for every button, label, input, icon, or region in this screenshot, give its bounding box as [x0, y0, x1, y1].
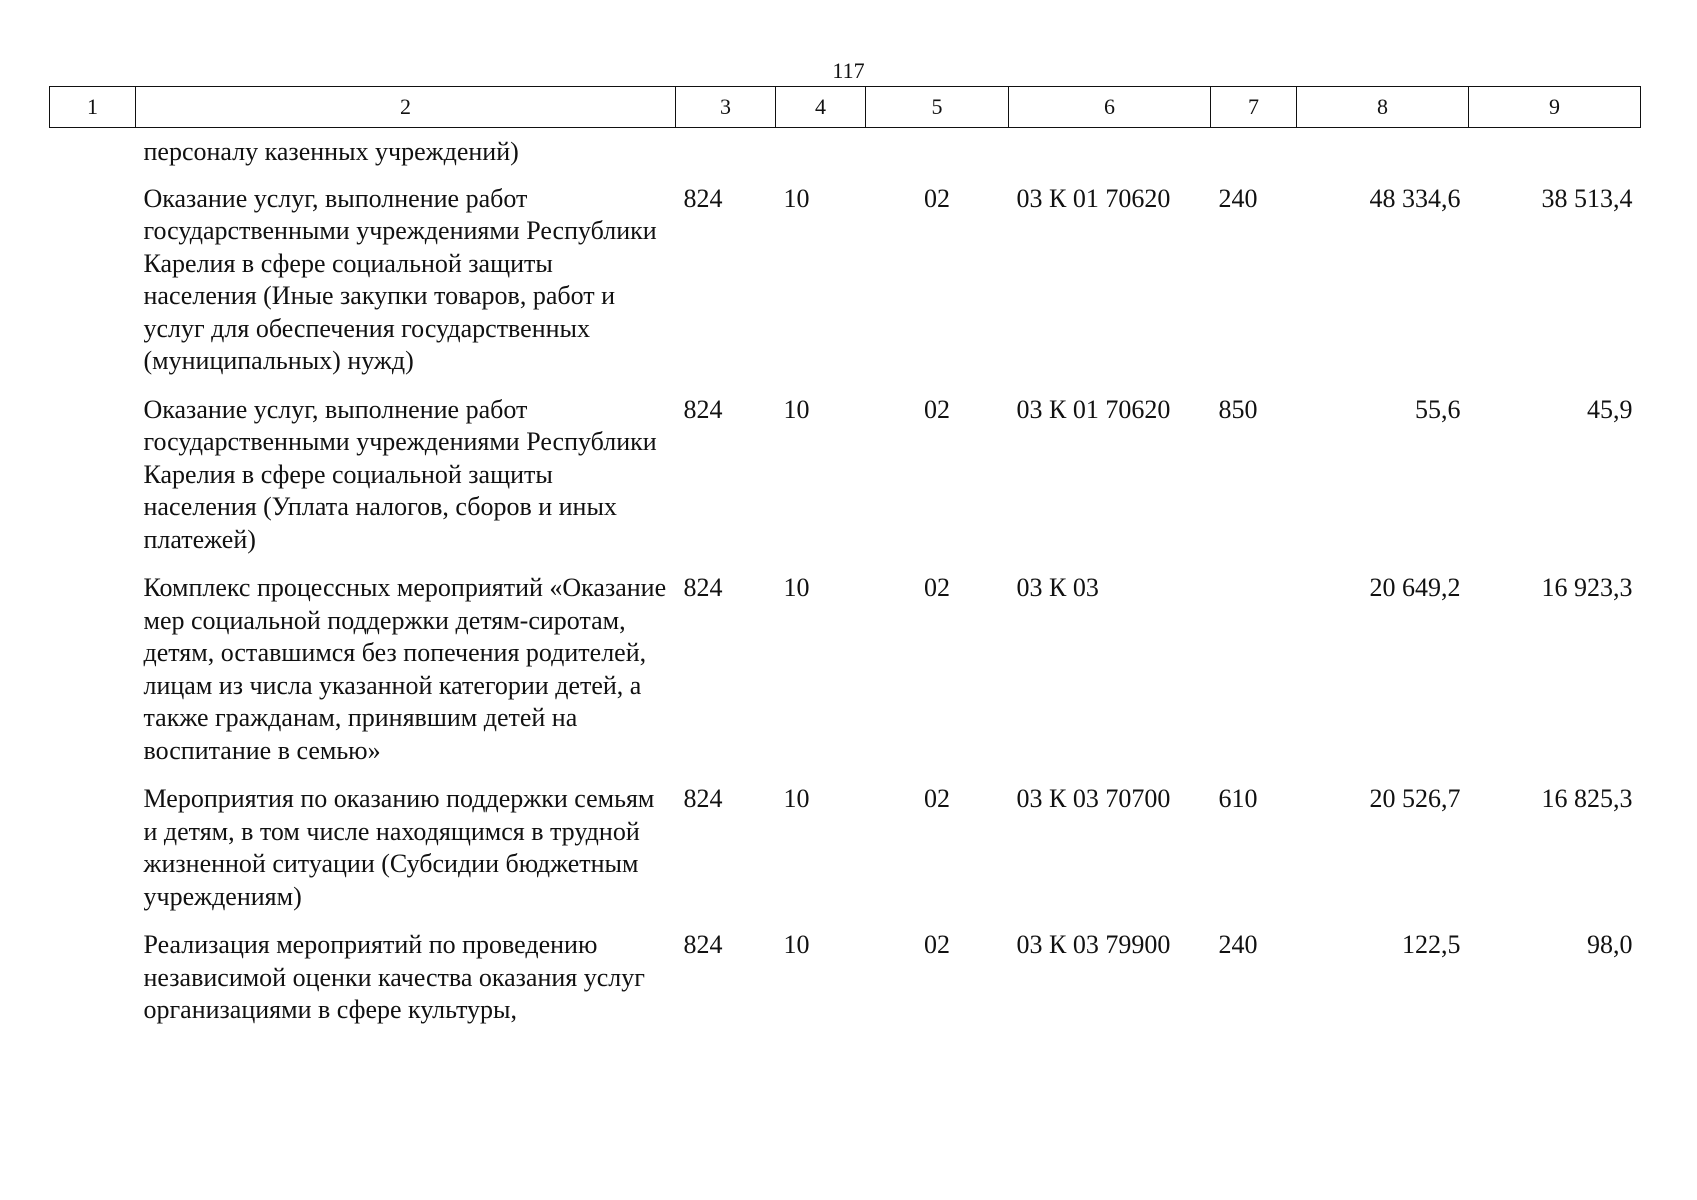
cell-subsection: 02 — [924, 784, 950, 813]
cell-target-article: 03 К 03 — [1016, 573, 1099, 602]
header-col-9: 9 — [1469, 87, 1641, 128]
cell-name: Оказание услуг, выполнение работ государственными учреждениями Республики Карелия в сфере социальной защиты населения (Уплата налогов, сборов и иных платежей) — [143, 394, 657, 554]
page-number: 117 — [832, 58, 865, 83]
table-row — [50, 394, 1641, 573]
cell-section: 10 — [783, 183, 810, 213]
header-col-2: 2 — [136, 87, 676, 128]
cell-expense-type: 240 — [1218, 183, 1258, 213]
cell-ministry-code: 824 — [683, 930, 723, 959]
header-row — [50, 87, 1641, 128]
cell-amount-col9: 16 825,3 — [1541, 784, 1633, 813]
header-col-5: 5 — [866, 87, 1009, 128]
cell-amount-col9 — [1469, 128, 1641, 183]
cell-index — [50, 128, 136, 183]
cell-target-article: 03 К 01 70620 — [1016, 394, 1171, 424]
cell-ministry-code: 824 — [683, 573, 723, 602]
table-row — [50, 929, 1641, 1043]
cell-amount-col9: 98,0 — [1587, 930, 1633, 959]
cell-subsection: 02 — [924, 573, 950, 602]
cell-ministry-code: 824 — [683, 394, 723, 424]
cell-expense-type: 850 — [1218, 394, 1258, 424]
cell-section: 10 — [783, 573, 810, 602]
header-col-1: 1 — [50, 87, 136, 128]
cell-amount-col8: 122,5 — [1402, 930, 1461, 959]
cell-section: 10 — [783, 930, 810, 959]
cell-index — [50, 183, 136, 394]
cell-target-article: 03 К 01 70620 — [1016, 183, 1171, 213]
cell-amount-col8 — [1297, 128, 1469, 183]
cell-index — [50, 929, 136, 1043]
cell-name: Мероприятия по оказанию поддержки семьям и детям, в том числе находящимся в трудной жизненной ситуации (Субсидии бюджетным учреждениям) — [143, 784, 655, 911]
cell-amount-col9: 38 513,4 — [1541, 183, 1633, 213]
column-number-header — [50, 87, 1641, 128]
cell-amount-col8: 20 526,7 — [1369, 784, 1461, 813]
cell-amount-col8: 48 334,6 — [1369, 183, 1461, 213]
cell-section — [776, 128, 866, 183]
cell-amount-col9: 45,9 — [1587, 394, 1633, 424]
cell-amount-col8: 20 649,2 — [1369, 573, 1461, 602]
cell-name: Реализация мероприятий по проведению независимой оценки качества оказания услуг организациями в сфере культуры, — [143, 930, 645, 1024]
cell-index — [50, 394, 136, 573]
header-col-3: 3 — [676, 87, 776, 128]
cell-subsection: 02 — [924, 183, 950, 213]
cell-subsection — [866, 128, 1009, 183]
header-col-8: 8 — [1297, 87, 1469, 128]
cell-section: 10 — [783, 784, 810, 813]
cell-expense-type — [1211, 128, 1297, 183]
budget-table — [49, 86, 1641, 1043]
cell-amount-col8: 55,6 — [1415, 394, 1461, 424]
cell-section: 10 — [783, 394, 810, 424]
cell-target-article — [1009, 128, 1211, 183]
header-col-6: 6 — [1009, 87, 1211, 128]
cell-target-article: 03 К 03 79900 — [1016, 930, 1171, 959]
table-row — [50, 128, 1641, 183]
cell-name: Комплекс процессных мероприятий «Оказание мер социальной поддержки детям-сиротам, детям, оставшимся без попечения родителей, лицам из числа указанной категории детей, а также гражданам, принявшим детей на воспитание в семью» — [143, 573, 667, 765]
cell-ministry-code: 824 — [683, 784, 723, 813]
cell-name: Оказание услуг, выполнение работ государственными учреждениями Республики Карелия в сфере социальной защиты населения (Иные закупки товаров, работ и услуг для обеспечения государственных (муниципальных) нужд) — [143, 183, 657, 375]
header-col-7: 7 — [1211, 87, 1297, 128]
cell-target-article: 03 К 03 70700 — [1016, 784, 1171, 813]
cell-subsection: 02 — [924, 394, 950, 424]
cell-index — [50, 783, 136, 929]
table-row — [50, 783, 1641, 929]
cell-ministry-code — [676, 128, 776, 183]
cell-expense-type: 610 — [1218, 784, 1258, 813]
table-row — [50, 183, 1641, 394]
cell-amount-col9: 16 923,3 — [1541, 573, 1633, 602]
header-col-4: 4 — [776, 87, 866, 128]
cell-subsection: 02 — [924, 930, 950, 959]
cell-ministry-code: 824 — [683, 183, 723, 213]
cell-expense-type — [1211, 572, 1297, 783]
cell-expense-type: 240 — [1218, 930, 1258, 959]
table-row — [50, 572, 1641, 783]
cell-index — [50, 572, 136, 783]
cell-name: персоналу казенных учреждений) — [143, 137, 519, 166]
